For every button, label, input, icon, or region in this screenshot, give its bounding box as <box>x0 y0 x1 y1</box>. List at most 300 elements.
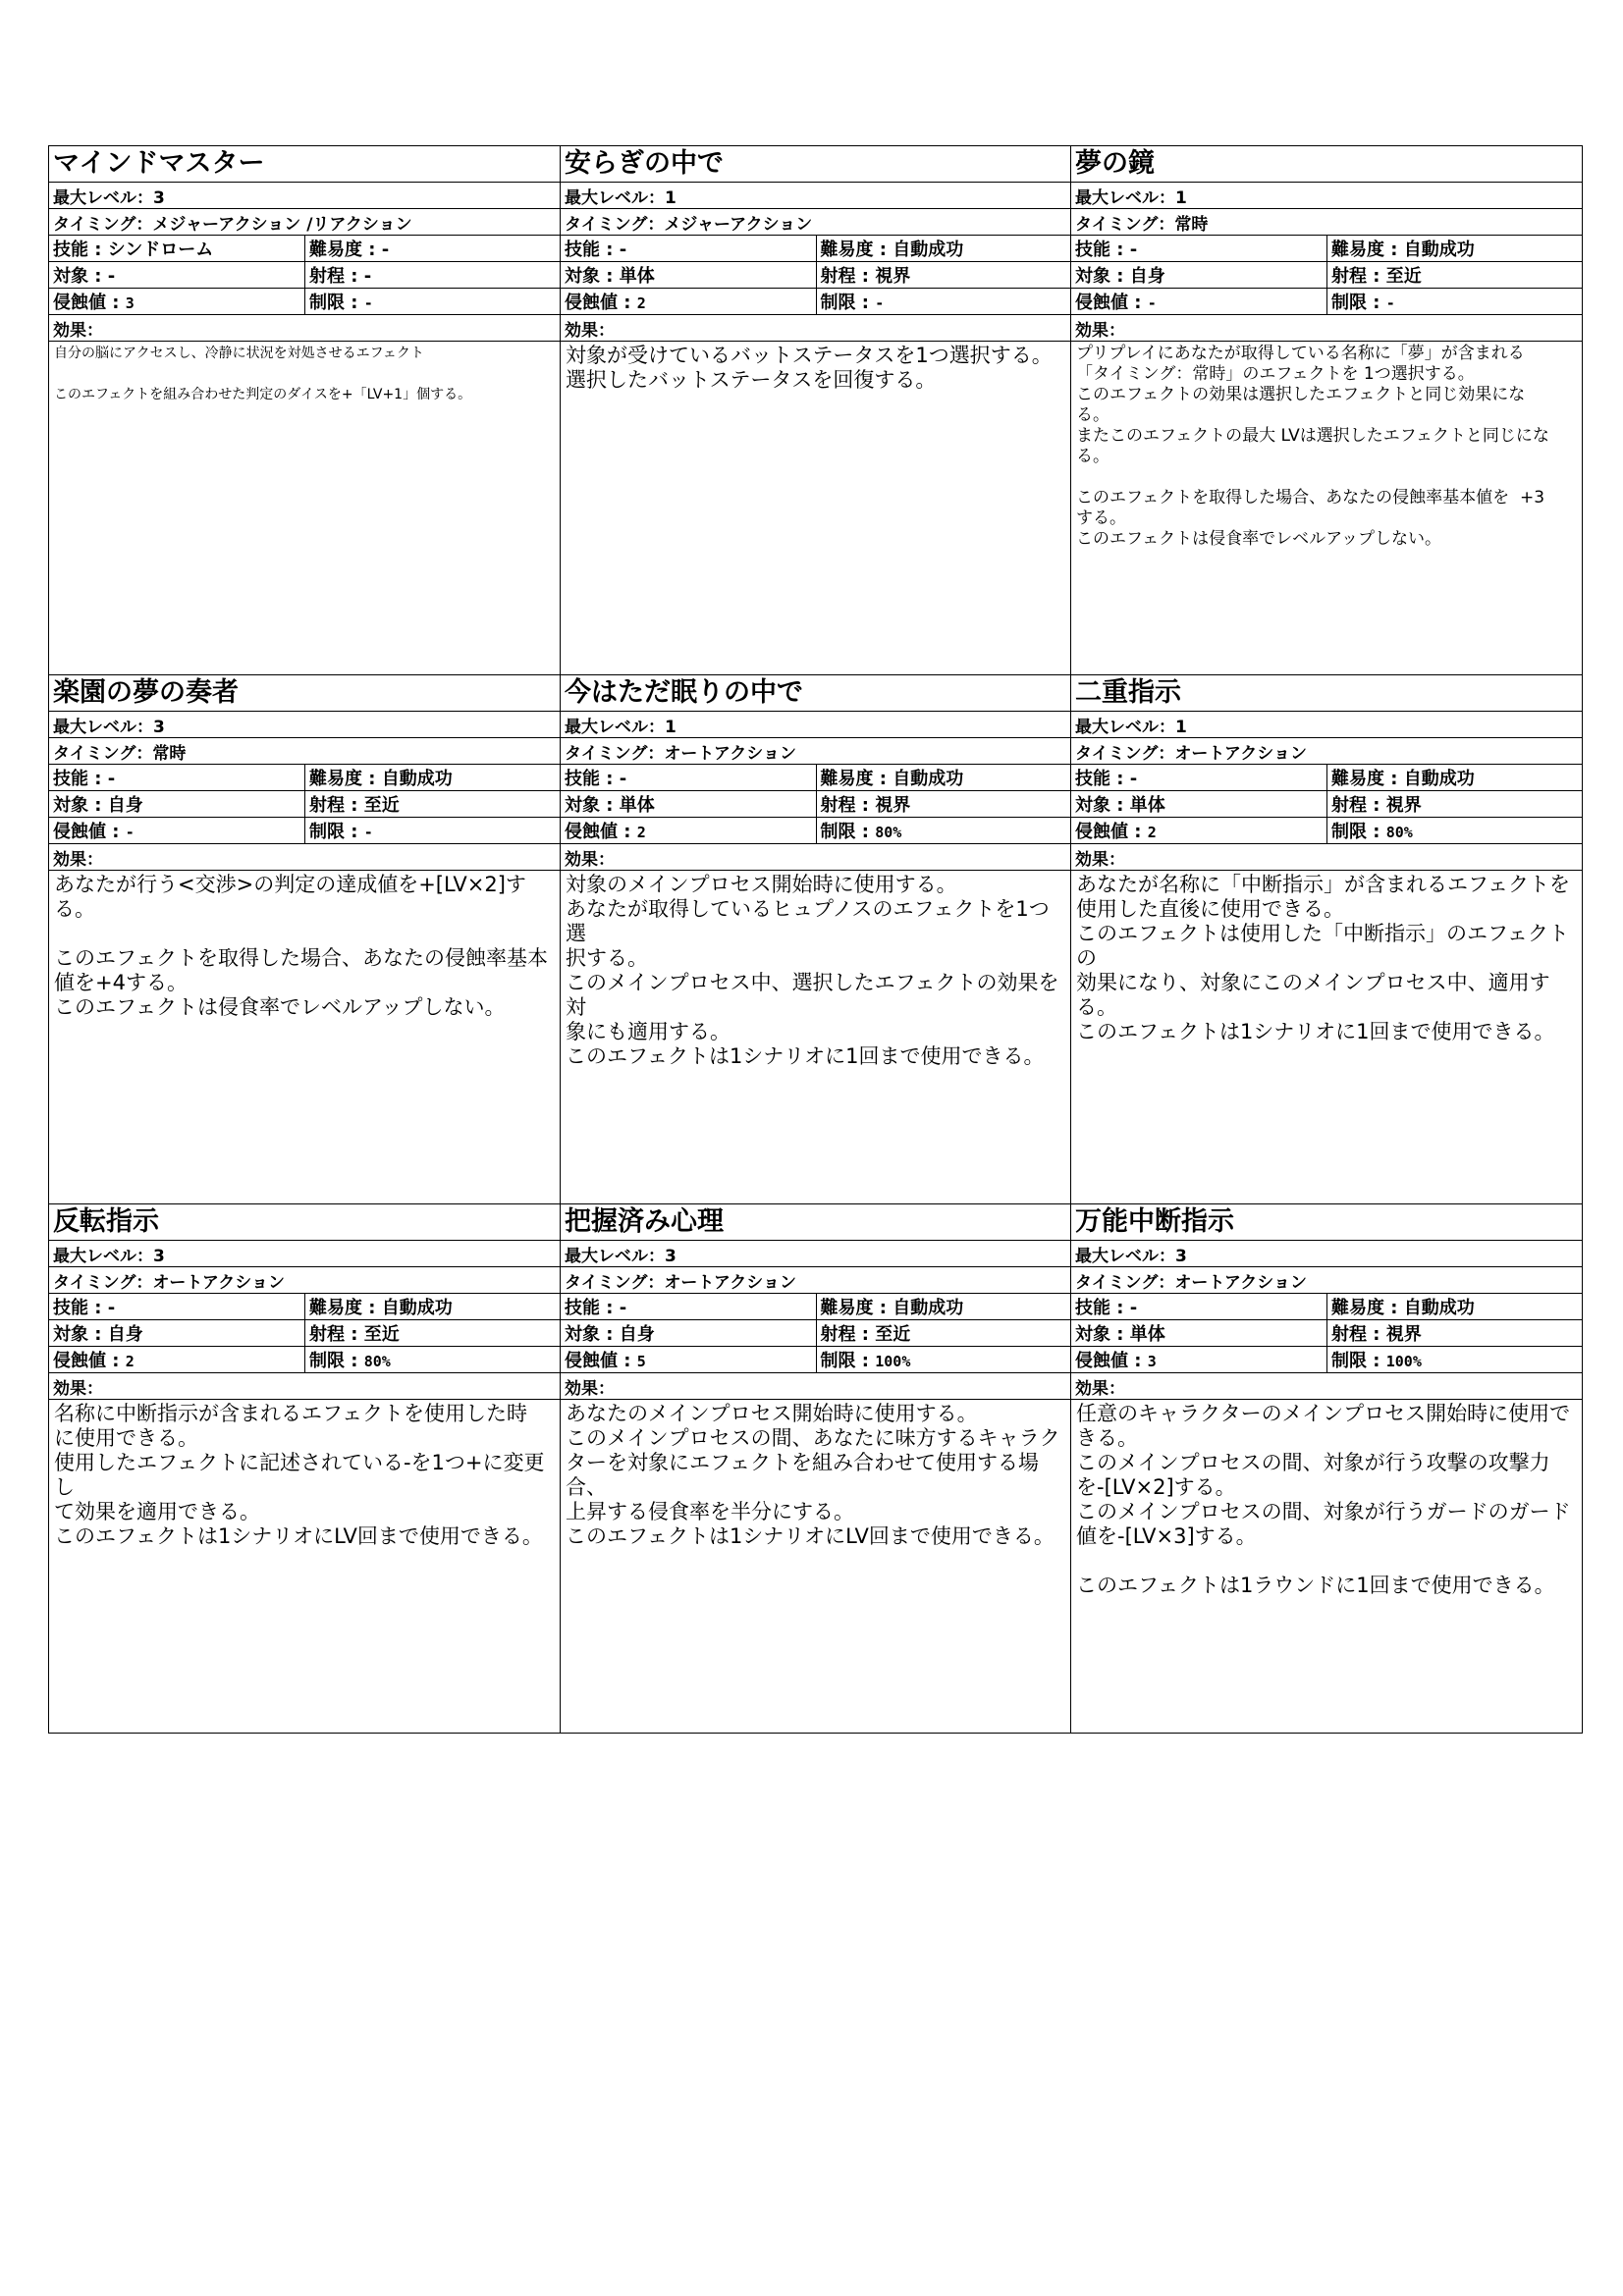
limit-label: 制限 : <box>820 293 876 313</box>
limit-value: 80% <box>875 824 902 841</box>
card-title-row <box>1071 675 1582 712</box>
range <box>1326 262 1582 288</box>
timing <box>1071 210 1212 235</box>
max-level-value: 3 <box>153 1246 165 1266</box>
erosion-label: 侵蝕値 : <box>1075 822 1148 842</box>
erosion <box>561 289 816 314</box>
target-value: - <box>107 266 116 287</box>
difficulty <box>304 236 560 261</box>
erosion-label: 侵蝕値 : <box>565 1351 637 1371</box>
target <box>561 1320 816 1346</box>
target-value: 単体 <box>619 795 655 816</box>
card-title-row <box>561 1204 1070 1241</box>
effect-card <box>1071 146 1583 675</box>
range-label: 射程 : <box>309 1324 364 1345</box>
limit-value: - <box>363 294 373 312</box>
timing-label: タイミング： <box>53 214 153 235</box>
max-level-label: 最大レベル： <box>1075 1246 1175 1266</box>
skill-value: - <box>1129 769 1138 789</box>
target <box>1071 262 1326 288</box>
max-level-row <box>1071 712 1582 738</box>
limit-value: 80% <box>1385 824 1413 841</box>
effect-card <box>561 146 1071 675</box>
skill-value: - <box>1129 240 1138 260</box>
skill <box>561 1294 816 1319</box>
limit-value: - <box>875 294 885 312</box>
effect-label: 効果： <box>1075 849 1125 870</box>
skill-value: - <box>619 240 627 260</box>
target <box>49 791 304 817</box>
limit <box>304 1347 560 1372</box>
target-value: 単体 <box>619 266 655 287</box>
target-value: 自身 <box>619 1324 655 1345</box>
max-level-value: 1 <box>665 187 676 208</box>
timing-label: タイミング： <box>53 1272 153 1293</box>
difficulty-value: 自動成功 <box>1403 769 1475 789</box>
skill-difficulty-row <box>1071 765 1582 791</box>
effect-name: 安らぎの中で <box>565 148 724 179</box>
timing-label: タイミング： <box>1075 1272 1175 1293</box>
skill <box>1071 1294 1326 1319</box>
difficulty-label: 難易度 : <box>820 769 893 789</box>
erosion <box>49 818 304 843</box>
erosion-limit-row <box>561 818 1070 844</box>
max-level-label: 最大レベル： <box>53 717 153 737</box>
effect-card <box>49 1204 561 1734</box>
effect-label-row <box>1071 1373 1582 1400</box>
skill <box>1071 765 1326 790</box>
effect-name: 楽園の夢の奏者 <box>53 677 239 708</box>
effect-card <box>1071 1204 1583 1734</box>
timing-label: タイミング： <box>53 743 153 764</box>
effect-text: あなたが行う<交渉>の判定の達成値を+[LV×2]す る。 このエフェクトを取得した場合、あなたの侵蝕率基本 値を+4する。 このエフェクトは侵食率でレベルアップしない。 <box>54 873 548 1019</box>
erosion-limit-row <box>49 818 560 844</box>
timing <box>49 739 189 764</box>
effect-name: 夢の鏡 <box>1075 148 1155 179</box>
difficulty-label: 難易度 : <box>820 1298 893 1318</box>
range-value: 視界 <box>1385 795 1422 816</box>
skill-label: 技能 : <box>565 1298 620 1318</box>
target-label: 対象 : <box>565 1324 620 1345</box>
skill-label: 技能 : <box>1075 240 1130 260</box>
target <box>561 791 816 817</box>
range-label: 射程 : <box>309 795 364 816</box>
effect-card <box>561 1204 1071 1734</box>
timing-value: オートアクション <box>1174 1272 1307 1293</box>
skill-value: - <box>107 769 116 789</box>
max-level-row <box>49 1241 560 1267</box>
limit-label: 制限 : <box>309 1351 364 1371</box>
card-title-row <box>49 675 560 712</box>
range-label: 射程 : <box>309 266 364 287</box>
timing-value: オートアクション <box>664 743 796 764</box>
erosion-limit-row <box>49 1347 560 1373</box>
range <box>1326 791 1582 817</box>
difficulty-value: 自動成功 <box>1403 240 1475 260</box>
range <box>304 791 560 817</box>
difficulty <box>1326 1294 1582 1319</box>
timing-row <box>561 1267 1070 1294</box>
difficulty-value: 自動成功 <box>893 240 964 260</box>
range-label: 射程 : <box>1331 266 1386 287</box>
difficulty-value: 自動成功 <box>381 1298 453 1318</box>
difficulty-label: 難易度 : <box>1331 240 1404 260</box>
max-level-row <box>1071 183 1582 209</box>
erosion-label: 侵蝕値 : <box>1075 1351 1148 1371</box>
skill <box>1071 236 1326 261</box>
timing <box>49 210 416 235</box>
max-level-value: 1 <box>1175 187 1187 208</box>
skill-difficulty-row <box>49 765 560 791</box>
card-title-row <box>561 675 1070 712</box>
difficulty-label: 難易度 : <box>820 240 893 260</box>
range <box>816 262 1071 288</box>
target-label: 対象 : <box>53 1324 108 1345</box>
difficulty-value: - <box>381 240 390 260</box>
max-level-row <box>561 1241 1070 1267</box>
skill-difficulty-row <box>561 1294 1070 1320</box>
target-range-row <box>1071 1320 1582 1347</box>
target-label: 対象 : <box>1075 1324 1130 1345</box>
limit <box>1326 1347 1582 1372</box>
max-level-row <box>49 712 560 738</box>
erosion-limit-row <box>561 289 1070 315</box>
skill-difficulty-row <box>561 765 1070 791</box>
skill <box>561 236 816 261</box>
effect-name: マインドマスター <box>53 148 265 179</box>
effect-name: 万能中断指示 <box>1075 1206 1234 1237</box>
erosion-value: - <box>1147 294 1157 312</box>
max-level-value: 3 <box>153 717 165 737</box>
range <box>816 791 1071 817</box>
max-level-row <box>1071 1241 1582 1267</box>
timing <box>49 1268 289 1293</box>
max-level <box>1071 713 1191 737</box>
effect-card <box>561 675 1071 1204</box>
target-label: 対象 : <box>565 266 620 287</box>
max-level-label: 最大レベル： <box>1075 717 1175 737</box>
timing-row <box>1071 209 1582 236</box>
effect-label-row <box>561 315 1070 342</box>
limit-value: 100% <box>875 1353 911 1370</box>
effect-name: 反転指示 <box>53 1206 159 1237</box>
target-value: 単体 <box>1129 1324 1165 1345</box>
erosion-limit-row <box>561 1347 1070 1373</box>
target <box>1071 1320 1326 1346</box>
effect-text: 対象が受けているバットステータスを1つ選択する。 選択したバットステータスを回復する。 <box>566 344 1053 392</box>
difficulty-label: 難易度 : <box>309 769 382 789</box>
range <box>1326 1320 1582 1346</box>
skill-label: 技能 : <box>565 769 620 789</box>
effect-label-row <box>49 315 560 342</box>
erosion-value: - <box>125 824 135 841</box>
timing <box>561 739 800 764</box>
timing-row <box>1071 1267 1582 1294</box>
effect-text: 任意のキャラクターのメインプロセス開始時に使用で きる。 このメインプロセスの間、対象が行う攻撃の攻撃力 を-[LV×2]する。 このメインプロセスの間、対象が行うガードのガード 値を-[LV×3]する。 このエフェクトは1ラウンドに1回まで使用できる。 <box>1076 1402 1571 1597</box>
timing-row <box>49 738 560 765</box>
limit-label: 制限 : <box>820 822 876 842</box>
effect-label: 効果： <box>565 320 615 341</box>
timing <box>1071 1268 1311 1293</box>
max-level-label: 最大レベル： <box>565 187 665 208</box>
limit-value: - <box>1385 294 1395 312</box>
erosion-value: 5 <box>636 1353 646 1370</box>
target-range-row <box>49 1320 560 1347</box>
limit-label: 制限 : <box>309 293 364 313</box>
limit-value: - <box>363 824 373 841</box>
difficulty <box>816 1294 1071 1319</box>
effect-text: プリプレイにあなたが取得している名称に「夢」が含まれる 「タイミング：常時」のエフェクトを 1つ選択する。 このエフェクトの効果は選択したエフェクトと同じ効果にな る。 またこのエフェクトの最大 LVは選択したエフェクトと同じにな る。 このエフェクトを取得した場合、あなたの侵蝕率基本値を +3 する。 このエフェクトは侵食率でレベルアップしない。 <box>1076 344 1549 549</box>
target-label: 対象 : <box>53 795 108 816</box>
effect-label: 効果： <box>53 320 103 341</box>
target-range-row <box>49 791 560 818</box>
target-range-row <box>1071 791 1582 818</box>
target <box>49 1320 304 1346</box>
max-level-value: 3 <box>665 1246 676 1266</box>
erosion-value: 2 <box>1147 824 1157 841</box>
target-value: 自身 <box>107 795 143 816</box>
effect-card <box>49 146 561 675</box>
timing-label: タイミング： <box>565 214 665 235</box>
effect-name: 二重指示 <box>1075 677 1181 708</box>
target-value: 自身 <box>107 1324 143 1345</box>
limit <box>1326 289 1582 314</box>
limit <box>816 1347 1071 1372</box>
max-level-label: 最大レベル： <box>53 187 153 208</box>
difficulty <box>304 765 560 790</box>
range-value: 視界 <box>875 266 911 287</box>
limit-value: 80% <box>363 1353 391 1370</box>
max-level <box>49 184 169 208</box>
card-title-row <box>1071 1204 1582 1241</box>
max-level <box>561 184 680 208</box>
max-level <box>49 1242 169 1266</box>
timing-value: メジャーアクション /リアクション <box>152 214 412 235</box>
target-range-row <box>1071 262 1582 289</box>
erosion <box>1071 1347 1326 1372</box>
effect-label-row <box>49 844 560 871</box>
difficulty-label: 難易度 : <box>1331 1298 1404 1318</box>
effect-text: あなたが名称に「中断指示」が含まれるエフェクトを 使用した直後に使用できる。 このエフェクトは使用した「中断指示」のエフェクトの 効果になり、対象にこのメインプロセス中、適用す る。 このエフェクトは1シナリオに1回まで使用できる。 <box>1076 873 1570 1043</box>
target-value: 自身 <box>1129 266 1165 287</box>
effect-label: 効果： <box>53 849 103 870</box>
max-level-label: 最大レベル： <box>565 717 665 737</box>
limit <box>1326 818 1582 843</box>
card-title-row <box>1071 146 1582 183</box>
effect-label: 効果： <box>53 1378 103 1399</box>
limit-label: 制限 : <box>309 822 364 842</box>
target-range-row <box>561 262 1070 289</box>
effect-label: 効果： <box>1075 1378 1125 1399</box>
timing-label: タイミング： <box>565 743 665 764</box>
target-label: 対象 : <box>1075 795 1130 816</box>
timing-value: オートアクション <box>152 1272 285 1293</box>
erosion-value: 3 <box>1147 1353 1157 1370</box>
max-level <box>1071 184 1191 208</box>
erosion-value: 2 <box>636 294 646 312</box>
max-level-value: 3 <box>1175 1246 1187 1266</box>
timing-value: オートアクション <box>664 1272 796 1293</box>
skill-difficulty-row <box>1071 1294 1582 1320</box>
target-range-row <box>561 1320 1070 1347</box>
skill-value: - <box>107 1298 116 1318</box>
difficulty-value: 自動成功 <box>893 769 964 789</box>
erosion <box>561 818 816 843</box>
skill-label: 技能 : <box>53 769 108 789</box>
target <box>1071 791 1326 817</box>
difficulty-value: 自動成功 <box>381 769 453 789</box>
target <box>49 262 304 288</box>
limit-label: 制限 : <box>1331 293 1386 313</box>
skill <box>561 765 816 790</box>
erosion-limit-row <box>1071 818 1582 844</box>
skill-label: 技能 : <box>1075 769 1130 789</box>
difficulty <box>1326 236 1582 261</box>
max-level <box>561 1242 680 1266</box>
erosion-label: 侵蝕値 : <box>53 1351 126 1371</box>
effect-text: 名称に中断指示が含まれるエフェクトを使用した時 に使用できる。 使用したエフェクトに記述されている-を1つ+に変更し て効果を適用できる。 このエフェクトは1シナリオにLV回まで使用できる。 <box>54 1402 545 1548</box>
effect-label: 効果： <box>565 1378 615 1399</box>
effect-card-grid <box>48 145 1583 1734</box>
skill <box>49 765 304 790</box>
timing-row <box>561 209 1070 236</box>
effect-label-row <box>561 1373 1070 1400</box>
range-value: 至近 <box>875 1324 911 1345</box>
effect-card <box>49 675 561 1204</box>
effect-label-row <box>49 1373 560 1400</box>
difficulty <box>304 1294 560 1319</box>
difficulty-value: 自動成功 <box>893 1298 964 1318</box>
target-range-row <box>49 262 560 289</box>
effect-text: あなたのメインプロセス開始時に使用する。 このメインプロセスの間、あなたに味方するキャラク ターを対象にエフェクトを組み合わせて使用する場 合、 上昇する侵食率を半分にする。 このエフェクトは1シナリオにLV回まで使用できる。 <box>566 1402 1060 1548</box>
range-value: 視界 <box>1385 1324 1422 1345</box>
limit-label: 制限 : <box>820 1351 876 1371</box>
erosion-value: 2 <box>636 824 646 841</box>
effect-text: 対象のメインプロセス開始時に使用する。 あなたが取得しているヒュプノスのエフェクトを1つ選 択する。 このメインプロセス中、選択したエフェクトの効果を対 象にも適用する。 このエフェクトは1シナリオに1回まで使用できる。 <box>566 873 1059 1068</box>
card-title-row <box>49 1204 560 1241</box>
range-label: 射程 : <box>820 266 876 287</box>
max-level <box>561 713 680 737</box>
limit <box>304 289 560 314</box>
erosion-value: 3 <box>125 294 135 312</box>
range <box>304 262 560 288</box>
target-label: 対象 : <box>53 266 108 287</box>
range-label: 射程 : <box>1331 795 1386 816</box>
timing <box>561 210 816 235</box>
erosion-value: 2 <box>125 1353 135 1370</box>
range-value: 至近 <box>363 1324 400 1345</box>
limit-value: 100% <box>1385 1353 1422 1370</box>
range <box>304 1320 560 1346</box>
difficulty-value: 自動成功 <box>1403 1298 1475 1318</box>
timing-row <box>49 209 560 236</box>
max-level-value: 3 <box>153 187 165 208</box>
erosion <box>1071 289 1326 314</box>
range-value: - <box>363 266 372 287</box>
difficulty-label: 難易度 : <box>1331 769 1404 789</box>
timing-value: オートアクション <box>1174 743 1307 764</box>
effect-label-row <box>1071 844 1582 871</box>
erosion-limit-row <box>1071 289 1582 315</box>
timing-label: タイミング： <box>1075 743 1175 764</box>
range-value: 至近 <box>363 795 400 816</box>
skill-label: 技能 : <box>565 240 620 260</box>
card-title-row <box>561 146 1070 183</box>
erosion <box>49 289 304 314</box>
skill-value: - <box>619 769 627 789</box>
timing <box>561 1268 800 1293</box>
effect-label: 効果： <box>1075 320 1125 341</box>
erosion-limit-row <box>1071 1347 1582 1373</box>
skill-difficulty-row <box>49 236 560 262</box>
range-label: 射程 : <box>820 1324 876 1345</box>
card-title-row <box>49 146 560 183</box>
difficulty <box>816 765 1071 790</box>
skill-value: シンドローム <box>107 240 214 260</box>
target-label: 対象 : <box>1075 266 1130 287</box>
limit-label: 制限 : <box>1331 822 1386 842</box>
timing-label: タイミング： <box>1075 214 1175 235</box>
skill-label: 技能 : <box>1075 1298 1130 1318</box>
erosion <box>1071 818 1326 843</box>
skill-difficulty-row <box>49 1294 560 1320</box>
max-level-row <box>561 712 1070 738</box>
difficulty <box>816 236 1071 261</box>
target-value: 単体 <box>1129 795 1165 816</box>
erosion-limit-row <box>49 289 560 315</box>
effect-label: 効果： <box>565 849 615 870</box>
erosion-label: 侵蝕値 : <box>53 822 126 842</box>
effect-name: 把握済み心理 <box>565 1206 724 1237</box>
skill-value: - <box>1129 1298 1138 1318</box>
timing-row <box>49 1267 560 1294</box>
max-level-label: 最大レベル： <box>565 1246 665 1266</box>
max-level <box>49 713 169 737</box>
skill-difficulty-row <box>1071 236 1582 262</box>
effect-text: 自分の脳にアクセスし、冷静に状況を対処させるエフェクト このエフェクトを組み合わせた判定のダイスを+「LV+1」個する。 <box>54 346 472 402</box>
max-level-row <box>49 183 560 209</box>
range <box>816 1320 1071 1346</box>
timing-row <box>1071 738 1582 765</box>
timing-label: タイミング： <box>565 1272 665 1293</box>
erosion <box>561 1347 816 1372</box>
limit <box>816 289 1071 314</box>
skill-value: - <box>619 1298 627 1318</box>
effect-card <box>1071 675 1583 1204</box>
target <box>561 262 816 288</box>
erosion-label: 侵蝕値 : <box>1075 293 1148 313</box>
difficulty-label: 難易度 : <box>309 1298 382 1318</box>
skill-label: 技能 : <box>53 240 108 260</box>
effect-name: 今はただ眠りの中で <box>565 677 803 708</box>
skill <box>49 1294 304 1319</box>
max-level-value: 1 <box>665 717 676 737</box>
erosion-label: 侵蝕値 : <box>53 293 126 313</box>
skill <box>49 236 304 261</box>
range-label: 射程 : <box>820 795 876 816</box>
timing-value: 常時 <box>1174 214 1209 235</box>
target-label: 対象 : <box>565 795 620 816</box>
timing <box>1071 739 1311 764</box>
limit-label: 制限 : <box>1331 1351 1386 1371</box>
max-level-value: 1 <box>1175 717 1187 737</box>
max-level-row <box>561 183 1070 209</box>
max-level-label: 最大レベル： <box>1075 187 1175 208</box>
max-level-label: 最大レベル： <box>53 1246 153 1266</box>
skill-difficulty-row <box>561 236 1070 262</box>
skill-label: 技能 : <box>53 1298 108 1318</box>
range-value: 視界 <box>875 795 911 816</box>
